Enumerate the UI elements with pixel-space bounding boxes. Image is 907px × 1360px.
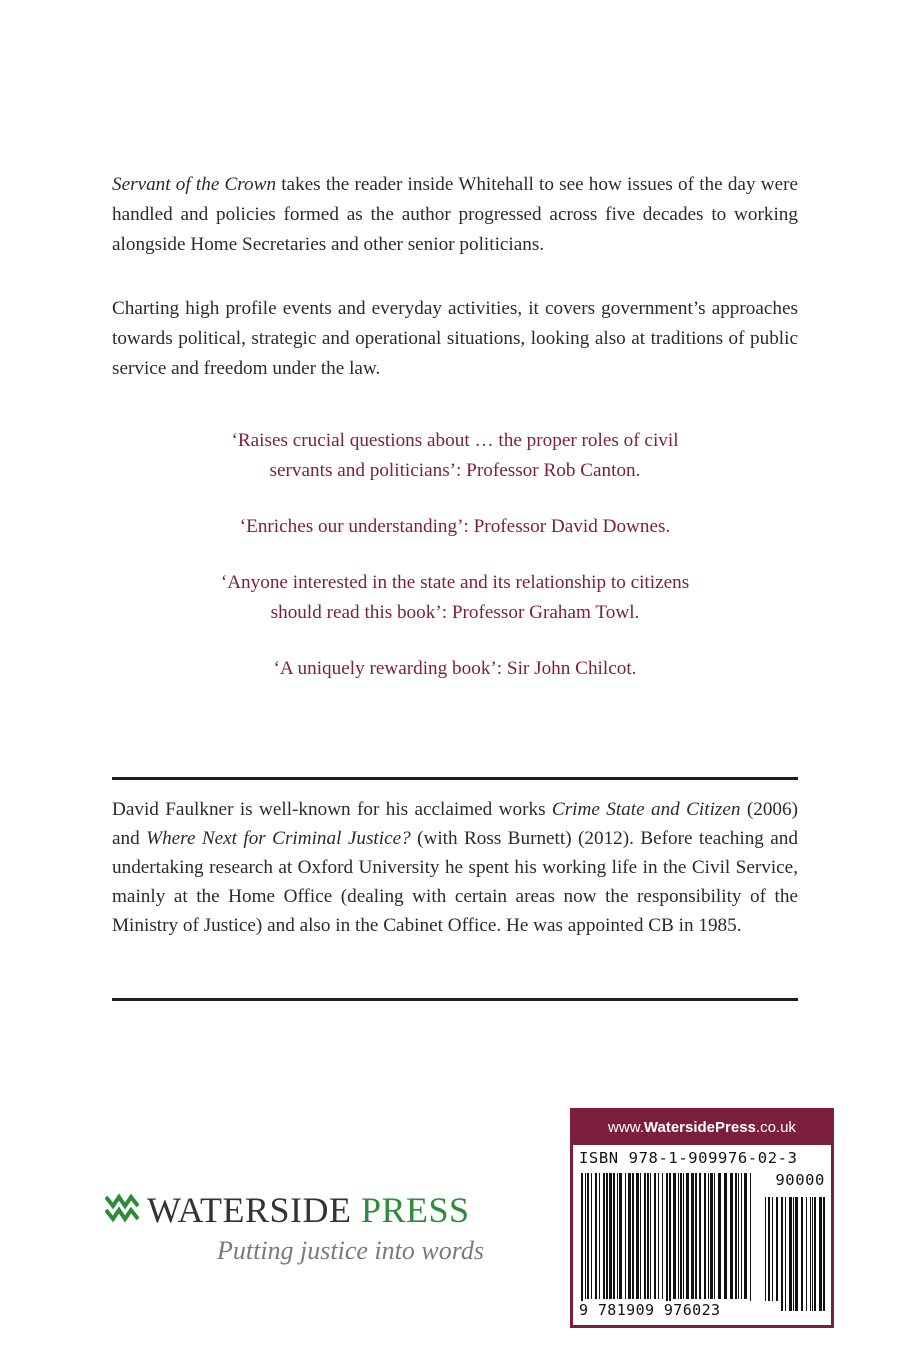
barcode-bar — [669, 1173, 671, 1311]
barcode-addon-bar — [795, 1197, 798, 1311]
barcode-bar — [650, 1173, 651, 1299]
barcode-bar — [632, 1173, 634, 1299]
barcode-bar — [647, 1173, 649, 1299]
review-quotes — [112, 426, 798, 684]
barcode-bar — [644, 1173, 646, 1299]
barcode-bar — [750, 1173, 751, 1311]
divider-bottom — [112, 998, 798, 1001]
barcode-addon-bar — [768, 1197, 770, 1311]
barcode-addon-bar — [781, 1197, 783, 1311]
publisher-logo — [105, 1190, 505, 1283]
barcode-bar — [699, 1173, 701, 1299]
barcode-bar — [695, 1173, 697, 1299]
barcode-bar — [617, 1173, 618, 1299]
barcode-bar — [730, 1173, 733, 1299]
barcode-addon-bar — [814, 1197, 816, 1311]
isbn-label: ISBN 978-1-909976-02-3 — [579, 1149, 798, 1167]
barcode-bar — [619, 1173, 622, 1299]
review-quote: ‘A uniquely rewarding book’: Sir John Chilcot. — [273, 658, 637, 679]
barcode-bar — [686, 1173, 689, 1299]
barcode-bar — [662, 1173, 663, 1299]
work-title: Crime State and Citizen — [551, 799, 741, 820]
book-blurb — [112, 170, 798, 384]
barcode-box — [570, 1108, 834, 1328]
barcode-bar — [636, 1173, 639, 1299]
barcode-addon-bar — [765, 1197, 766, 1311]
barcode-bar — [710, 1173, 713, 1299]
divider-top — [112, 777, 798, 780]
barcode-bar — [587, 1173, 589, 1299]
barcode-bar — [678, 1173, 679, 1299]
barcode-bar — [666, 1173, 668, 1311]
barcode-bar — [606, 1173, 608, 1299]
barcode-bar — [628, 1173, 631, 1299]
barcode-bar — [591, 1173, 592, 1299]
review-quote: ‘Anyone interested in the state and its relationship to citizens should read this book’: Professor Graham Towl. — [220, 572, 690, 623]
publisher-url: www.WatersidePress.co.uk — [573, 1111, 831, 1145]
barcode-bar — [741, 1173, 742, 1299]
barcode-addon-bar — [819, 1197, 822, 1311]
barcode-bar — [609, 1173, 612, 1299]
barcode-bar — [714, 1173, 715, 1299]
barcode-addon-bar — [793, 1197, 794, 1311]
barcode-addon-bar — [789, 1197, 792, 1311]
barcode-bar — [673, 1173, 676, 1299]
barcode-bar — [585, 1173, 586, 1299]
barcode-addon-bar — [772, 1197, 773, 1311]
barcode-bar — [738, 1173, 739, 1299]
barcode-addon-bar — [806, 1197, 807, 1311]
blurb-paragraph-2: Charting high profile events and everyday activities, it covers government’s approaches towards political, strategic and operational situations, looking also at traditions of public service and freedom under the law. — [112, 298, 798, 379]
barcode-bar — [724, 1173, 727, 1299]
barcode-bar — [599, 1173, 600, 1299]
barcode-bar — [680, 1173, 682, 1299]
ean-digits: 9 781909 976023 — [579, 1301, 779, 1319]
review-quote: ‘Raises crucial questions about … the proper roles of civil servants and politicians’: Professor Rob Canton. — [231, 430, 679, 481]
barcode-bar — [603, 1173, 605, 1299]
barcode-addon-bar — [801, 1197, 803, 1311]
barcode-addon-bar — [823, 1197, 825, 1311]
price-code: 90000 — [775, 1171, 825, 1189]
publisher-tagline: Putting justice into words — [217, 1236, 484, 1265]
barcode-bar — [718, 1173, 721, 1299]
barcode-bar — [581, 1173, 583, 1311]
barcode-addon-bar — [785, 1197, 786, 1311]
barcode-bar — [744, 1173, 747, 1299]
book-title: Servant of the Crown — [112, 174, 277, 195]
barcode-bar — [625, 1173, 626, 1299]
review-quote: ‘Enriches our understanding’: Professor David Downes. — [239, 516, 671, 537]
barcode-addon-bar — [812, 1197, 813, 1311]
barcode-bar — [640, 1173, 641, 1299]
barcode-bar — [683, 1173, 684, 1299]
barcode-bar — [595, 1173, 597, 1299]
barcode-bar — [654, 1173, 656, 1299]
author-bio: David Faulkner is well-known for his acclaimed works Crime State and Citizen (2006) and Where Next for Criminal Justice? (with Ross Burnett) (2012). Before teaching and undertaking research at Oxford University he spent his working life in the Civil Service, mainly at the Home Office (dealing with certain areas now the responsibility of the Ministry of Justice) and also in the Cabinet Office. He was appointed CB in 1985. — [112, 799, 799, 936]
barcode-bar — [708, 1173, 709, 1299]
publisher-name: WATERSIDE PRESS — [147, 1190, 470, 1230]
barcode-bar — [613, 1173, 615, 1299]
barcode-bar — [735, 1173, 737, 1299]
work-title: Where Next for Criminal Justice? — [146, 828, 411, 849]
barcode-bar — [658, 1173, 659, 1299]
blurb-paragraph-1: Servant of the Crown takes the reader inside Whitehall to see how issues of the day were handled and policies formed as the author progressed across five decades to working alongside Home Secretaries and other senior politicians. — [112, 174, 798, 255]
barcode-bar — [704, 1173, 706, 1299]
barcode-addon-bar — [810, 1197, 811, 1311]
barcode-addon-bar — [776, 1197, 778, 1311]
waterside-wave-logo-icon — [105, 1193, 139, 1227]
barcode-bar — [691, 1173, 694, 1299]
